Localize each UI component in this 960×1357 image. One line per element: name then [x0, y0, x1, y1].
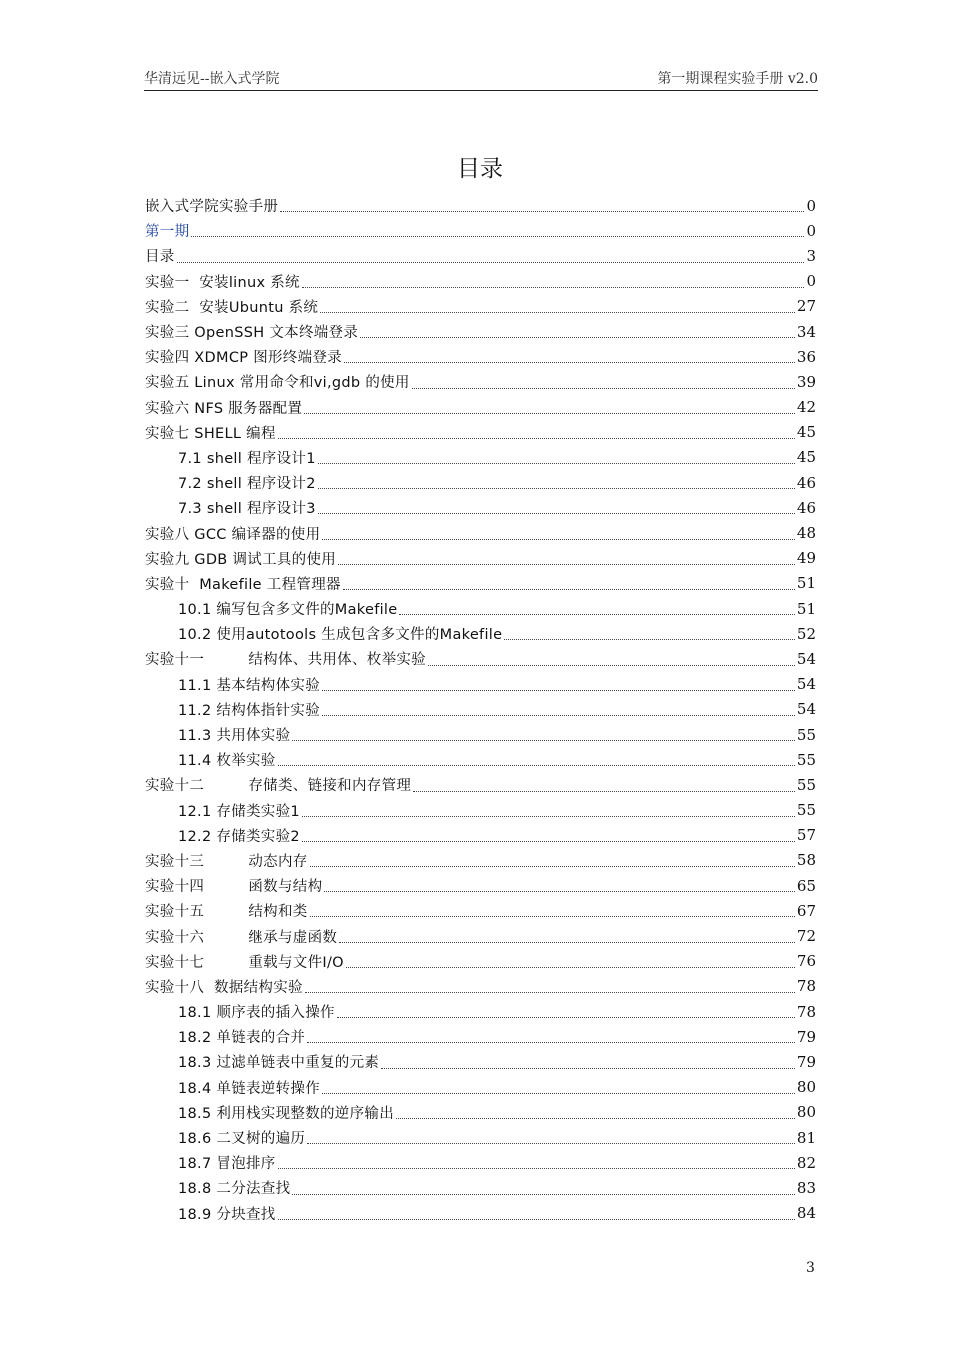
toc-entry-label: 实验十 Makefile 工程管理器	[145, 576, 341, 593]
toc-entry[interactable]	[145, 621, 816, 646]
toc-entry-page: 0	[806, 272, 816, 291]
toc-entry-label: 10.1 编写包含多文件的Makefile	[178, 602, 398, 619]
toc-entry-page: 48	[796, 524, 816, 543]
toc-leader-dots	[381, 1068, 795, 1069]
toc-entry-label: 实验十四 函数与结构	[145, 879, 323, 896]
page-title: 目录	[457, 156, 503, 182]
toc-leader-dots	[337, 1017, 795, 1018]
toc-entry[interactable]	[145, 445, 816, 470]
toc-entry-label: 嵌入式学院实验手册	[145, 199, 279, 216]
toc-entry-page: 82	[796, 1153, 816, 1172]
toc-entry-label: 12.2 存储类实验2	[178, 828, 300, 845]
toc-leader-dots	[292, 740, 795, 741]
toc-entry-label: 12.1 存储类实验1	[178, 803, 300, 820]
toc-entry[interactable]	[145, 823, 816, 848]
toc-entry[interactable]	[145, 218, 816, 243]
toc-entry-label: 实验三 OpenSSH 文本终端登录	[145, 325, 359, 342]
toc-entry-label: 第一期	[145, 224, 190, 241]
toc-entry-label: 7.3 shell 程序设计3	[178, 501, 316, 518]
toc-leader-dots	[399, 614, 794, 615]
toc-entry[interactable]	[145, 420, 816, 445]
toc-entry[interactable]	[145, 999, 816, 1024]
toc-entry-label: 实验十三 动态内存	[145, 853, 308, 870]
toc-entry-label: 18.1 顺序表的插入操作	[178, 1005, 335, 1022]
toc-entry-page: 79	[796, 1027, 816, 1046]
toc-entry-label: 11.2 结构体指针实验	[178, 702, 320, 719]
toc-entry[interactable]	[145, 873, 816, 898]
toc-entry[interactable]	[145, 546, 816, 571]
toc-entry-label: 18.5 利用栈实现整数的逆序输出	[178, 1105, 394, 1122]
toc-leader-dots	[307, 1143, 795, 1144]
toc-entry[interactable]	[145, 747, 816, 772]
page-number: 3	[806, 1260, 815, 1276]
toc-entry[interactable]	[145, 344, 816, 369]
toc-entry-page: 72	[796, 927, 816, 946]
page-header	[144, 64, 818, 91]
toc-entry-label: 实验九 GDB 调试工具的使用	[145, 551, 337, 568]
toc-entry-page: 67	[796, 901, 816, 920]
toc-entry-label: 实验七 SHELL 编程	[145, 425, 276, 442]
toc-entry-page: 54	[796, 649, 816, 668]
toc-entry[interactable]	[145, 470, 816, 495]
toc-entry-page: 36	[796, 347, 816, 366]
toc-entry-page: 55	[796, 750, 816, 769]
toc-entry-label: 11.4 枚举实验	[178, 753, 276, 770]
toc-entry-page: 78	[796, 1002, 816, 1021]
toc-entry-label: 11.1 基本结构体实验	[178, 677, 320, 694]
toc-entry[interactable]	[145, 571, 816, 596]
toc-leader-dots	[278, 1168, 795, 1169]
toc-leader-dots	[320, 312, 795, 313]
toc-leader-dots	[304, 413, 795, 414]
toc-leader-dots	[360, 337, 795, 338]
toc-leader-dots	[292, 1194, 795, 1195]
toc-entry-page: 46	[796, 473, 816, 492]
toc-entry-page: 78	[796, 977, 816, 996]
toc-entry-page: 55	[796, 801, 816, 820]
toc-leader-dots	[177, 262, 804, 263]
toc-entry-label: 实验十一 结构体、共用体、枚举实验	[145, 652, 426, 669]
header-left-text: 华清远见--嵌入式学院	[144, 71, 280, 87]
toc-entry-label: 18.3 过滤单链表中重复的元素	[178, 1055, 380, 1072]
toc-entry[interactable]	[145, 722, 816, 747]
toc-entry-page: 76	[796, 952, 816, 971]
toc-entry[interactable]	[145, 923, 816, 948]
toc-leader-dots	[504, 639, 795, 640]
toc-entry-label: 10.2 使用autotools 生成包含多文件的Makefile	[178, 627, 503, 644]
toc-leader-dots	[322, 715, 795, 716]
toc-leader-dots	[302, 816, 795, 817]
toc-entry-page: 51	[796, 599, 816, 618]
toc-leader-dots	[339, 942, 795, 943]
toc-entry-label: 实验十七 重载与文件I/O	[145, 954, 344, 971]
toc-leader-dots	[191, 236, 804, 237]
toc-entry-label: 18.9 分块查找	[178, 1206, 276, 1223]
toc-entry-page: 42	[796, 398, 816, 417]
toc-entry-label: 目录	[145, 249, 175, 266]
toc-leader-dots	[278, 1219, 795, 1220]
toc-entry[interactable]	[145, 294, 816, 319]
toc-entry[interactable]	[145, 1075, 816, 1100]
toc-entry[interactable]	[145, 1125, 816, 1150]
toc-entry-label: 实验四 XDMCP 图形终端登录	[145, 350, 342, 367]
toc-entry-label: 实验二 安装Ubuntu 系统	[145, 299, 319, 316]
toc-leader-dots	[318, 513, 795, 514]
toc-entry[interactable]	[145, 395, 816, 420]
toc-leader-dots	[322, 1093, 795, 1094]
toc-entry-page: 0	[806, 196, 816, 215]
toc-entry-page: 55	[796, 775, 816, 794]
toc-entry-page: 49	[796, 549, 816, 568]
toc-leader-dots	[305, 992, 795, 993]
toc-leader-dots	[428, 665, 795, 666]
toc-leader-dots	[413, 791, 795, 792]
toc-entry[interactable]	[145, 798, 816, 823]
toc-entry[interactable]	[145, 1024, 816, 1049]
toc-entry-page: 65	[796, 876, 816, 895]
toc-entry-label: 7.1 shell 程序设计1	[178, 450, 316, 467]
toc-entry[interactable]	[145, 495, 816, 520]
toc-leader-dots	[338, 564, 795, 565]
toc-entry-page: 80	[796, 1078, 816, 1097]
toc-entry-label: 实验十二 存储类、链接和内存管理	[145, 778, 412, 795]
toc-entry-label: 18.4 单链表逆转操作	[178, 1080, 320, 1097]
toc-entry-page: 52	[796, 624, 816, 643]
toc-leader-dots	[322, 690, 795, 691]
toc-leader-dots	[318, 463, 795, 464]
toc-entry[interactable]	[145, 1201, 816, 1226]
toc-entry[interactable]	[145, 1100, 816, 1125]
toc-leader-dots	[346, 967, 795, 968]
toc-leader-dots	[310, 916, 795, 917]
toc-entry-page: 83	[796, 1178, 816, 1197]
toc-entry[interactable]	[145, 319, 816, 344]
toc-leader-dots	[412, 388, 795, 389]
toc-entry-label: 18.8 二分法查找	[178, 1181, 291, 1198]
toc-entry-label: 7.2 shell 程序设计2	[178, 476, 316, 493]
toc-entry-page: 27	[796, 297, 816, 316]
toc-entry[interactable]	[145, 898, 816, 923]
toc-entry[interactable]	[145, 697, 816, 722]
toc-entry-page: 3	[806, 246, 816, 265]
toc-leader-dots	[322, 539, 795, 540]
toc-leader-dots	[307, 1042, 795, 1043]
toc-entry-page: 54	[796, 700, 816, 719]
toc-entry-page: 51	[796, 574, 816, 593]
toc-entry-label: 18.2 单链表的合并	[178, 1030, 306, 1047]
toc-leader-dots	[278, 765, 795, 766]
toc-entry[interactable]	[145, 949, 816, 974]
toc-leader-dots	[280, 211, 804, 212]
toc-entry-page: 55	[796, 725, 816, 744]
toc-entry-page: 84	[796, 1204, 816, 1223]
toc-entry-page: 39	[796, 372, 816, 391]
toc-leader-dots	[318, 488, 795, 489]
toc-entry-page: 58	[796, 851, 816, 870]
toc-entry[interactable]	[145, 672, 816, 697]
toc-entry-label: 实验八 GCC 编译器的使用	[145, 526, 321, 543]
header-right-text: 第一期课程实验手册 v2.0	[657, 71, 818, 87]
toc-entry-page: 54	[796, 675, 816, 694]
toc-entry[interactable]	[145, 772, 816, 797]
toc-entry-label: 18.7 冒泡排序	[178, 1156, 276, 1173]
toc-leader-dots	[324, 891, 795, 892]
toc-entry-page: 0	[806, 221, 816, 240]
toc-entry[interactable]	[145, 596, 816, 621]
toc-entry[interactable]	[145, 243, 816, 268]
toc-leader-dots	[302, 841, 795, 842]
toc-entry-page: 57	[796, 826, 816, 845]
toc-leader-dots	[310, 866, 795, 867]
toc-entry[interactable]	[145, 848, 816, 873]
toc-entry[interactable]	[145, 193, 816, 218]
toc-entry-page: 79	[796, 1052, 816, 1071]
toc-entry-label: 实验十六 继承与虚函数	[145, 929, 338, 946]
toc-leader-dots	[302, 287, 804, 288]
toc-entry[interactable]	[145, 520, 816, 545]
toc-leader-dots	[343, 589, 795, 590]
toc-entry-page: 45	[796, 448, 816, 467]
toc-entry-page: 46	[796, 498, 816, 517]
table-of-contents	[145, 193, 816, 1226]
toc-entry-label: 11.3 共用体实验	[178, 728, 291, 745]
toc-leader-dots	[396, 1118, 795, 1119]
toc-entry[interactable]	[145, 369, 816, 394]
toc-entry-label: 18.6 二叉树的遍历	[178, 1131, 306, 1148]
toc-entry-label: 实验十五 结构和类	[145, 904, 308, 921]
toc-entry[interactable]	[145, 1175, 816, 1200]
toc-entry-label: 实验十八 数据结构实验	[145, 979, 303, 996]
toc-entry[interactable]	[145, 646, 816, 671]
toc-leader-dots	[344, 362, 795, 363]
toc-entry[interactable]	[145, 974, 816, 999]
toc-entry[interactable]	[145, 1049, 816, 1074]
toc-entry[interactable]	[145, 269, 816, 294]
toc-entry-label: 实验六 NFS 服务器配置	[145, 400, 303, 417]
toc-entry[interactable]	[145, 1150, 816, 1175]
toc-entry-label: 实验一 安装linux 系统	[145, 274, 300, 291]
toc-leader-dots	[278, 438, 795, 439]
toc-entry-page: 81	[796, 1128, 816, 1147]
toc-entry-page: 45	[796, 423, 816, 442]
toc-entry-page: 80	[796, 1103, 816, 1122]
toc-entry-label: 实验五 Linux 常用命令和vi,gdb 的使用	[145, 375, 410, 392]
toc-entry-page: 34	[796, 322, 816, 341]
